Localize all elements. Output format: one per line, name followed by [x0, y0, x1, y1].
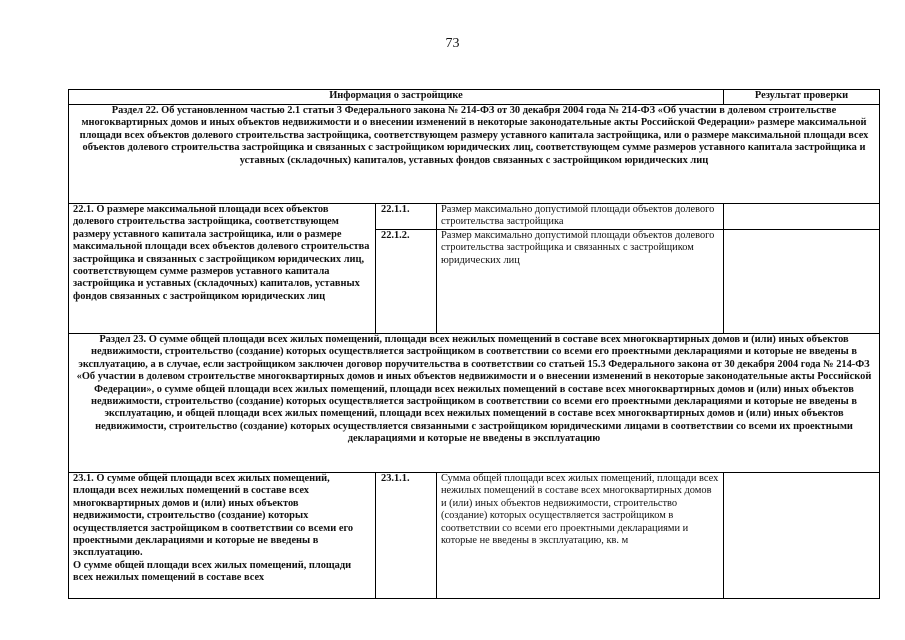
- item-code-23-1-1: 23.1.1.: [376, 473, 437, 599]
- section-23-row: [69, 334, 880, 473]
- table-row: [69, 473, 880, 599]
- item-22-1-description: 22.1. О размере максимальной площади всех объектов долевого строительства застройщика, соответствующем размеру уставного капитала застройщика, или о размере максимальной площади всех объектов долевого строительства застройщика и связанных с застройщиком юридических лиц, соответствующем сумме размеров уставного капитала застройщика и уставных (складочных) капиталов, уставных фондов связанных с застройщиком юридических лиц: [69, 204, 376, 334]
- section-22-row: [69, 105, 880, 204]
- header-result: Результат проверки: [724, 90, 880, 105]
- table-header-row: [69, 90, 880, 105]
- item-text-22-1-1: Размер максимально допустимой площади объектов долевого строительства застройщика: [437, 204, 724, 230]
- item-23-1-description: [69, 473, 376, 599]
- table-row: [69, 204, 880, 230]
- item-text-23-1-1: Сумма общей площади всех жилых помещений, площади всех нежилых помещений в составе всех многоквартирных домов и (или) иных объектов недвижимости, строительство (создание) которых осуществляется застройщиком в соответствии со всеми его проектными декларациями и которые не введены в эксплуатацию, кв. м: [437, 473, 724, 599]
- page-number: 73: [445, 36, 460, 51]
- item-text-22-1-2: Размер максимально допустимой площади объектов долевого строительства застройщика и связанных с застройщиком юридических лиц: [437, 230, 724, 334]
- item-23-1-description-part2: О сумме общей площади всех жилых помещений, площади всех нежилых помещений в составе всех: [73, 559, 352, 584]
- item-result-23-1-1: [724, 473, 880, 599]
- item-result-22-1-1: [724, 204, 880, 230]
- section-22-title: Раздел 22. Об установленном частью 2.1 статьи 3 Федерального закона № 214-ФЗ от 30 декабря 2004 года № 214-ФЗ «Об участии в долевом строительстве многоквартирных домов и иных объектов недвижимости и о внесении изменений в некоторые законодательные акты Российской Федерации» размере максимальной площади всех объектов долевого строительства застройщика, соответствующем размеру уставного капитала застройщика, или о размере максимальной площади всех объектов долевого строительства застройщика и связанных с застройщиком юридических лиц, соответствующем сумме размеров уставного капитала застройщика и уставных (складочных) капиталов, уставных фондов связанных с застройщиком юридических лиц: [69, 105, 880, 204]
- section-23-title: Раздел 23. О сумме общей площади всех жилых помещений, площади всех нежилых помещений в составе всех многоквартирных домов и (или) иных объектов недвижимости, строительство (создание) которых осуществляется застройщиком в соответствии со всеми его проектными декларациями и которые не введены в эксплуатацию, а в случае, если застройщиком заключен договор поручительства в соответствии со статьей 15.3 Федерального закона от 30 декабря 2004 года № 214-ФЗ «Об участии в долевом строительстве многоквартирных домов и иных объектов недвижимости и о внесении изменений в некоторые законодательные акты Российской Федерации», о сумме общей площади всех жилых помещений, площади всех нежилых помещений в составе всех многоквартирных домов и (или) иных объектов недвижимости, строительство (создание) которых осуществляется застройщиком в соответствии со всеми его проектными декларациями и которые не введены в эксплуатацию, и общей площади всех жилых помещений, площади всех нежилых помещений в составе всех многоквартирных домов и (или) иных объектов недвижимости, строительство (создание) которых осуществляется связанными с застройщиком юридическими лицами в соответствии со всеми их проектными декларациями и которые не введены в эксплуатацию: [69, 334, 880, 473]
- item-code-22-1-2: 22.1.2.: [376, 230, 437, 334]
- item-result-22-1-2: [724, 230, 880, 334]
- header-info: Информация о застройщике: [69, 90, 724, 105]
- item-23-1-description-part1: 23.1. О сумме общей площади всех жилых помещений, площади всех нежилых помещений в составе всех многоквартирных домов и (или) иных объектов недвижимости, строительство (создание) которых осуществляется застройщиком в соответствии со всеми его проектными декларациями и которые не введены в эксплуатацию.: [73, 473, 354, 559]
- disclosure-table: [68, 89, 880, 599]
- item-code-22-1-1: 22.1.1.: [376, 204, 437, 230]
